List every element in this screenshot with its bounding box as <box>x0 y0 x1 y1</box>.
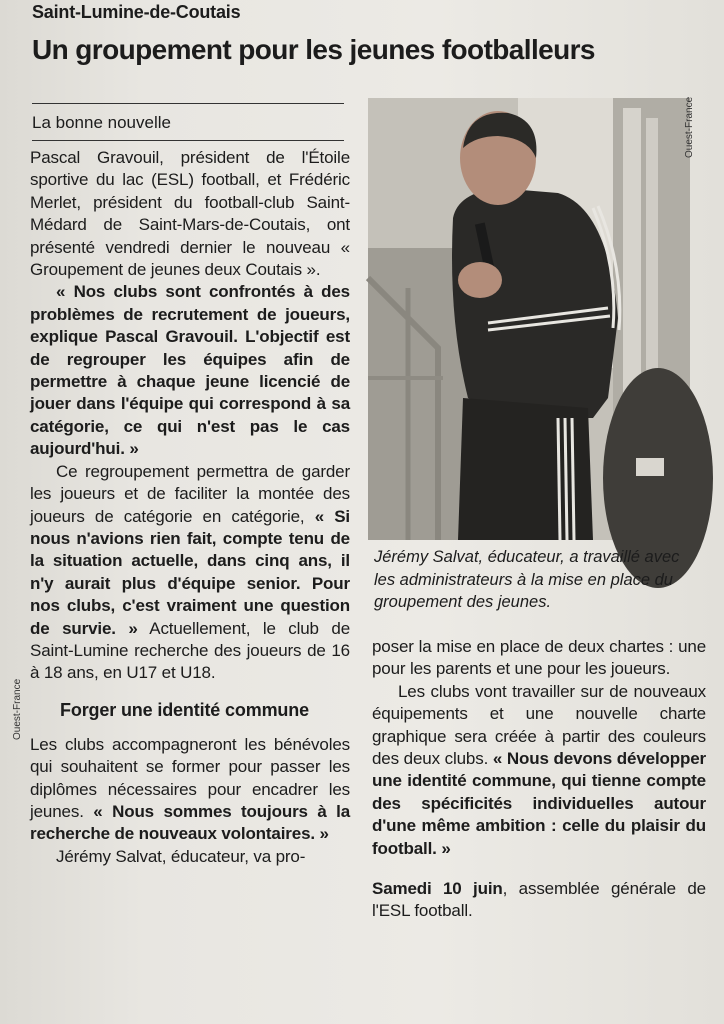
paragraph-benevoles-text: Les clubs accompagneront les bénévoles qui souhaitent se former pour passer les diplômes nécessaires pour encadrer les jeunes. <box>30 734 350 821</box>
article-column-left <box>30 147 350 868</box>
kicker-rule-bottom <box>32 140 344 141</box>
town-name: Saint-Lumine-de-Coutais <box>32 2 241 22</box>
headline: Un groupement pour les jeunes footballeurs <box>32 34 595 65</box>
photo-caption: Jérémy Salvat, éducateur, a travaillé avec les administrateurs à la mise en place du groupement des jeunes. <box>374 548 680 612</box>
paragraph-chartes: poser la mise en place de deux chartes : une pour les parents et une pour les joueurs. <box>372 637 706 679</box>
paragraph-benevoles <box>30 734 350 846</box>
assemblee-date: Samedi 10 juin <box>372 879 503 899</box>
article-column-right <box>372 636 706 923</box>
paragraph-equipements-text: Les clubs vont travailler sur de nouveaux équipements et une nouvelle charte graphique sera créée à partir des couleurs des deux clubs. <box>372 681 706 769</box>
paragraph-regroupement-text: Ce regroupement permettra de garder les joueurs et de faciliter la montée des joueurs de catégorie en catégorie, <box>30 461 350 526</box>
paragraph-intro: Pascal Gravouil, président de l'Étoile sportive du lac (ESL) football, et Frédéric Merlet, président du football-club Saint-Médard de Saint-Mars-de-Coutais, ont présenté vendredi dernier le nouveau « Groupement de jeunes deux Coutais ». <box>30 148 350 280</box>
paragraph-regroupement <box>30 461 350 685</box>
paragraph-salvat-start: Jérémy Salvat, éducateur, va pro- <box>56 846 306 866</box>
paragraph-benevoles-quote: « Nous sommes toujours à la recherche de nouveaux volontaires. » <box>30 801 351 844</box>
paragraph-assemblee <box>372 878 706 923</box>
photo-illustration <box>368 98 690 540</box>
kicker-rule-top <box>32 103 344 104</box>
paragraph-equipements <box>372 681 706 860</box>
paragraph-regroupement-quote: « Si nous n'avions rien fait, compte tenu de la situation actuelle, dans cinq ans, il n'y aurait plus d'équipe senior. Pour nos clubs, c'est vraiment une question de survie. » <box>30 506 351 638</box>
paragraph-equipements-quote: « Nous devons développer une identité commune, qui tienne compte des spécificités individuelles autour d'une même ambition : celle du plaisir du football. » <box>372 749 706 858</box>
article-photo <box>368 96 695 540</box>
kicker: La bonne nouvelle <box>32 113 171 132</box>
paragraph-regroupement-tail: Actuellement, le club de Saint-Lumine recherche des joueurs de 16 à 18 ans, en U17 et U18. <box>30 618 350 683</box>
side-credit: Ouest-France <box>12 678 23 740</box>
assemblee-text: , assemblée générale de l'ESL football. <box>372 879 706 921</box>
paragraph-quote-gravouil: « Nos clubs sont confrontés à des problèmes de recrutement de joueurs, explique Pascal Gravouil. L'objectif est de regrouper les équipes afin de permettre à chaque jeune licencié de jouer dans l'équipe qui correspond à sa catégorie, ce qui n'est pas le cas aujourd'hui. » <box>30 282 350 459</box>
photo-credit: Ouest-France <box>684 96 695 158</box>
subheading: Forger une identité commune <box>60 699 309 720</box>
